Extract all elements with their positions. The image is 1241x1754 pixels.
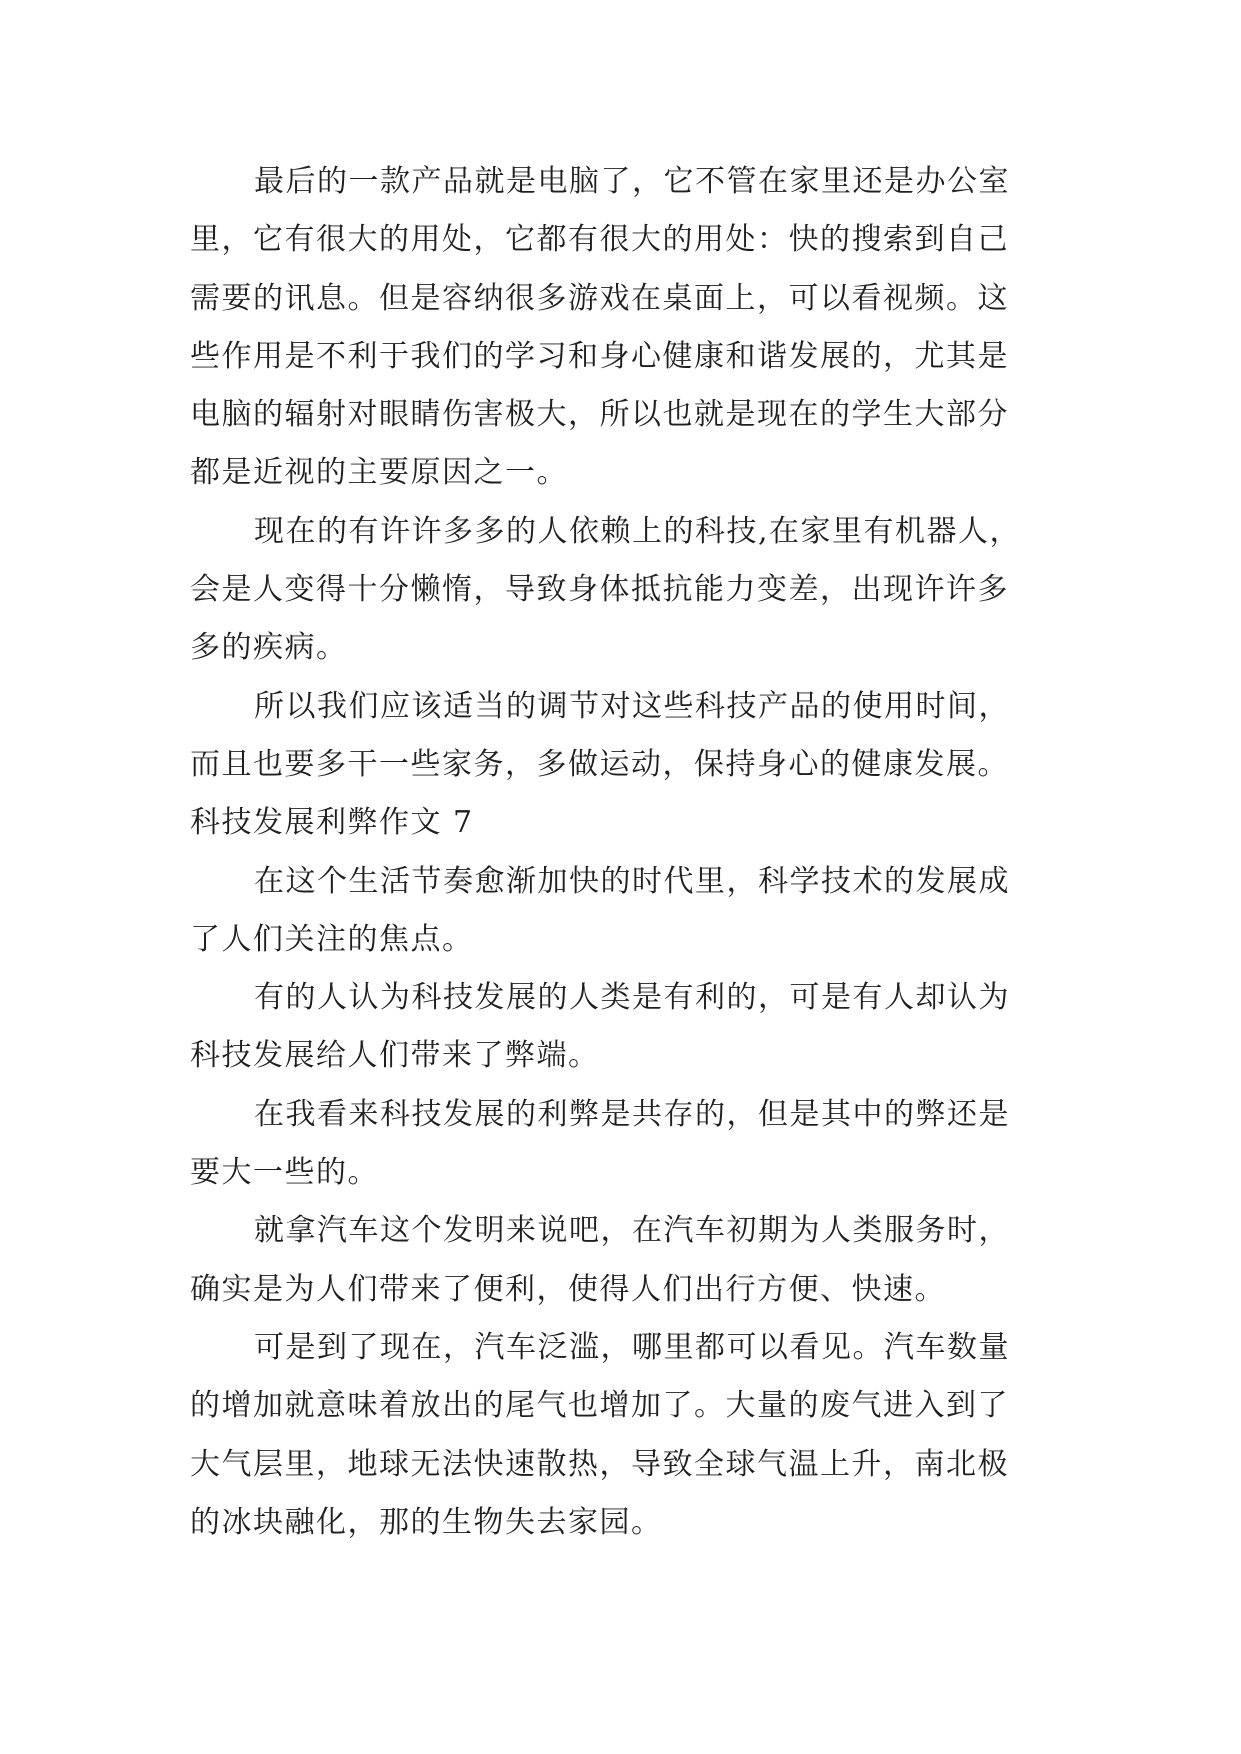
text-line: 可是到了现在，汽车泛滥，哪里都可以看见。汽车数量 (254, 1329, 1010, 1365)
paragraph-intro (190, 853, 1090, 970)
paragraph-dependence (190, 503, 1090, 678)
paragraph-conclusion (190, 678, 1090, 795)
text-line: 在我看来科技发展的利弊是共存的，但是其中的弊还是 (254, 1096, 1010, 1132)
text-line: 会是人变得十分懒惰，导致身体抵抗能力变差，出现许许多 (190, 572, 1009, 608)
text-line: 确实是为人们带来了便利，使得人们出行方便、快速。 (190, 1271, 946, 1307)
paragraph-opinions (190, 969, 1090, 1086)
text-line: 的冰块融化，那的生物失去家园。 (190, 1504, 663, 1540)
text-line: 多的疾病。 (190, 630, 348, 666)
text-line: 都是近视的主要原因之一。 (190, 455, 568, 491)
text-line: 而且也要多干一些家务，多做运动，保持身心的健康发展。 (190, 746, 1009, 782)
paragraph-car-example (190, 1202, 1090, 1319)
document-body (190, 153, 1090, 1552)
text-line: 的增加就意味着放出的尾气也增加了。大量的废气进入到了 (190, 1388, 1009, 1424)
text-line: 些作用是不利于我们的学习和身心健康和谐发展的，尤其是 (190, 338, 1009, 374)
text-line: 就拿汽车这个发明来说吧，在汽车初期为人类服务时， (254, 1213, 1010, 1249)
essay-heading: 科技发展利弊作文 7 (190, 805, 474, 841)
text-line: 科技发展给人们带来了弊端。 (190, 1038, 600, 1074)
text-line: 最后的一款产品就是电脑了，它不管在家里还是办公室 (254, 164, 1010, 199)
text-line: 了人们关注的焦点。 (190, 921, 474, 957)
text-line: 所以我们应该适当的调节对这些科技产品的使用时间， (254, 688, 1010, 724)
text-line: 大气层里，地球无法快速散热，导致全球气温上升，南北极 (190, 1446, 1009, 1482)
text-line: 有的人认为科技发展的人类是有利的，可是有人却认为 (254, 980, 1010, 1016)
text-line: 电脑的辐射对眼睛伤害极大，所以也就是现在的学生大部分 (190, 397, 1009, 433)
text-line: 里，它有很大的用处，它都有很大的用处：快的搜索到自己 (190, 222, 1009, 258)
paragraph-car-pollution (190, 1319, 1090, 1552)
paragraph-computer (190, 153, 1090, 503)
text-line: 在这个生活节奏愈渐加快的时代里，科学技术的发展成 (254, 863, 1010, 899)
paragraph-view (190, 1086, 1090, 1203)
text-line: 要大一些的。 (190, 1155, 379, 1191)
text-line: 需要的讯息。但是容纳很多游戏在桌面上，可以看视频。这 (190, 280, 1009, 316)
text-line: 现在的有许许多多的人依赖上的科技,在家里有机器人， (254, 513, 1022, 549)
